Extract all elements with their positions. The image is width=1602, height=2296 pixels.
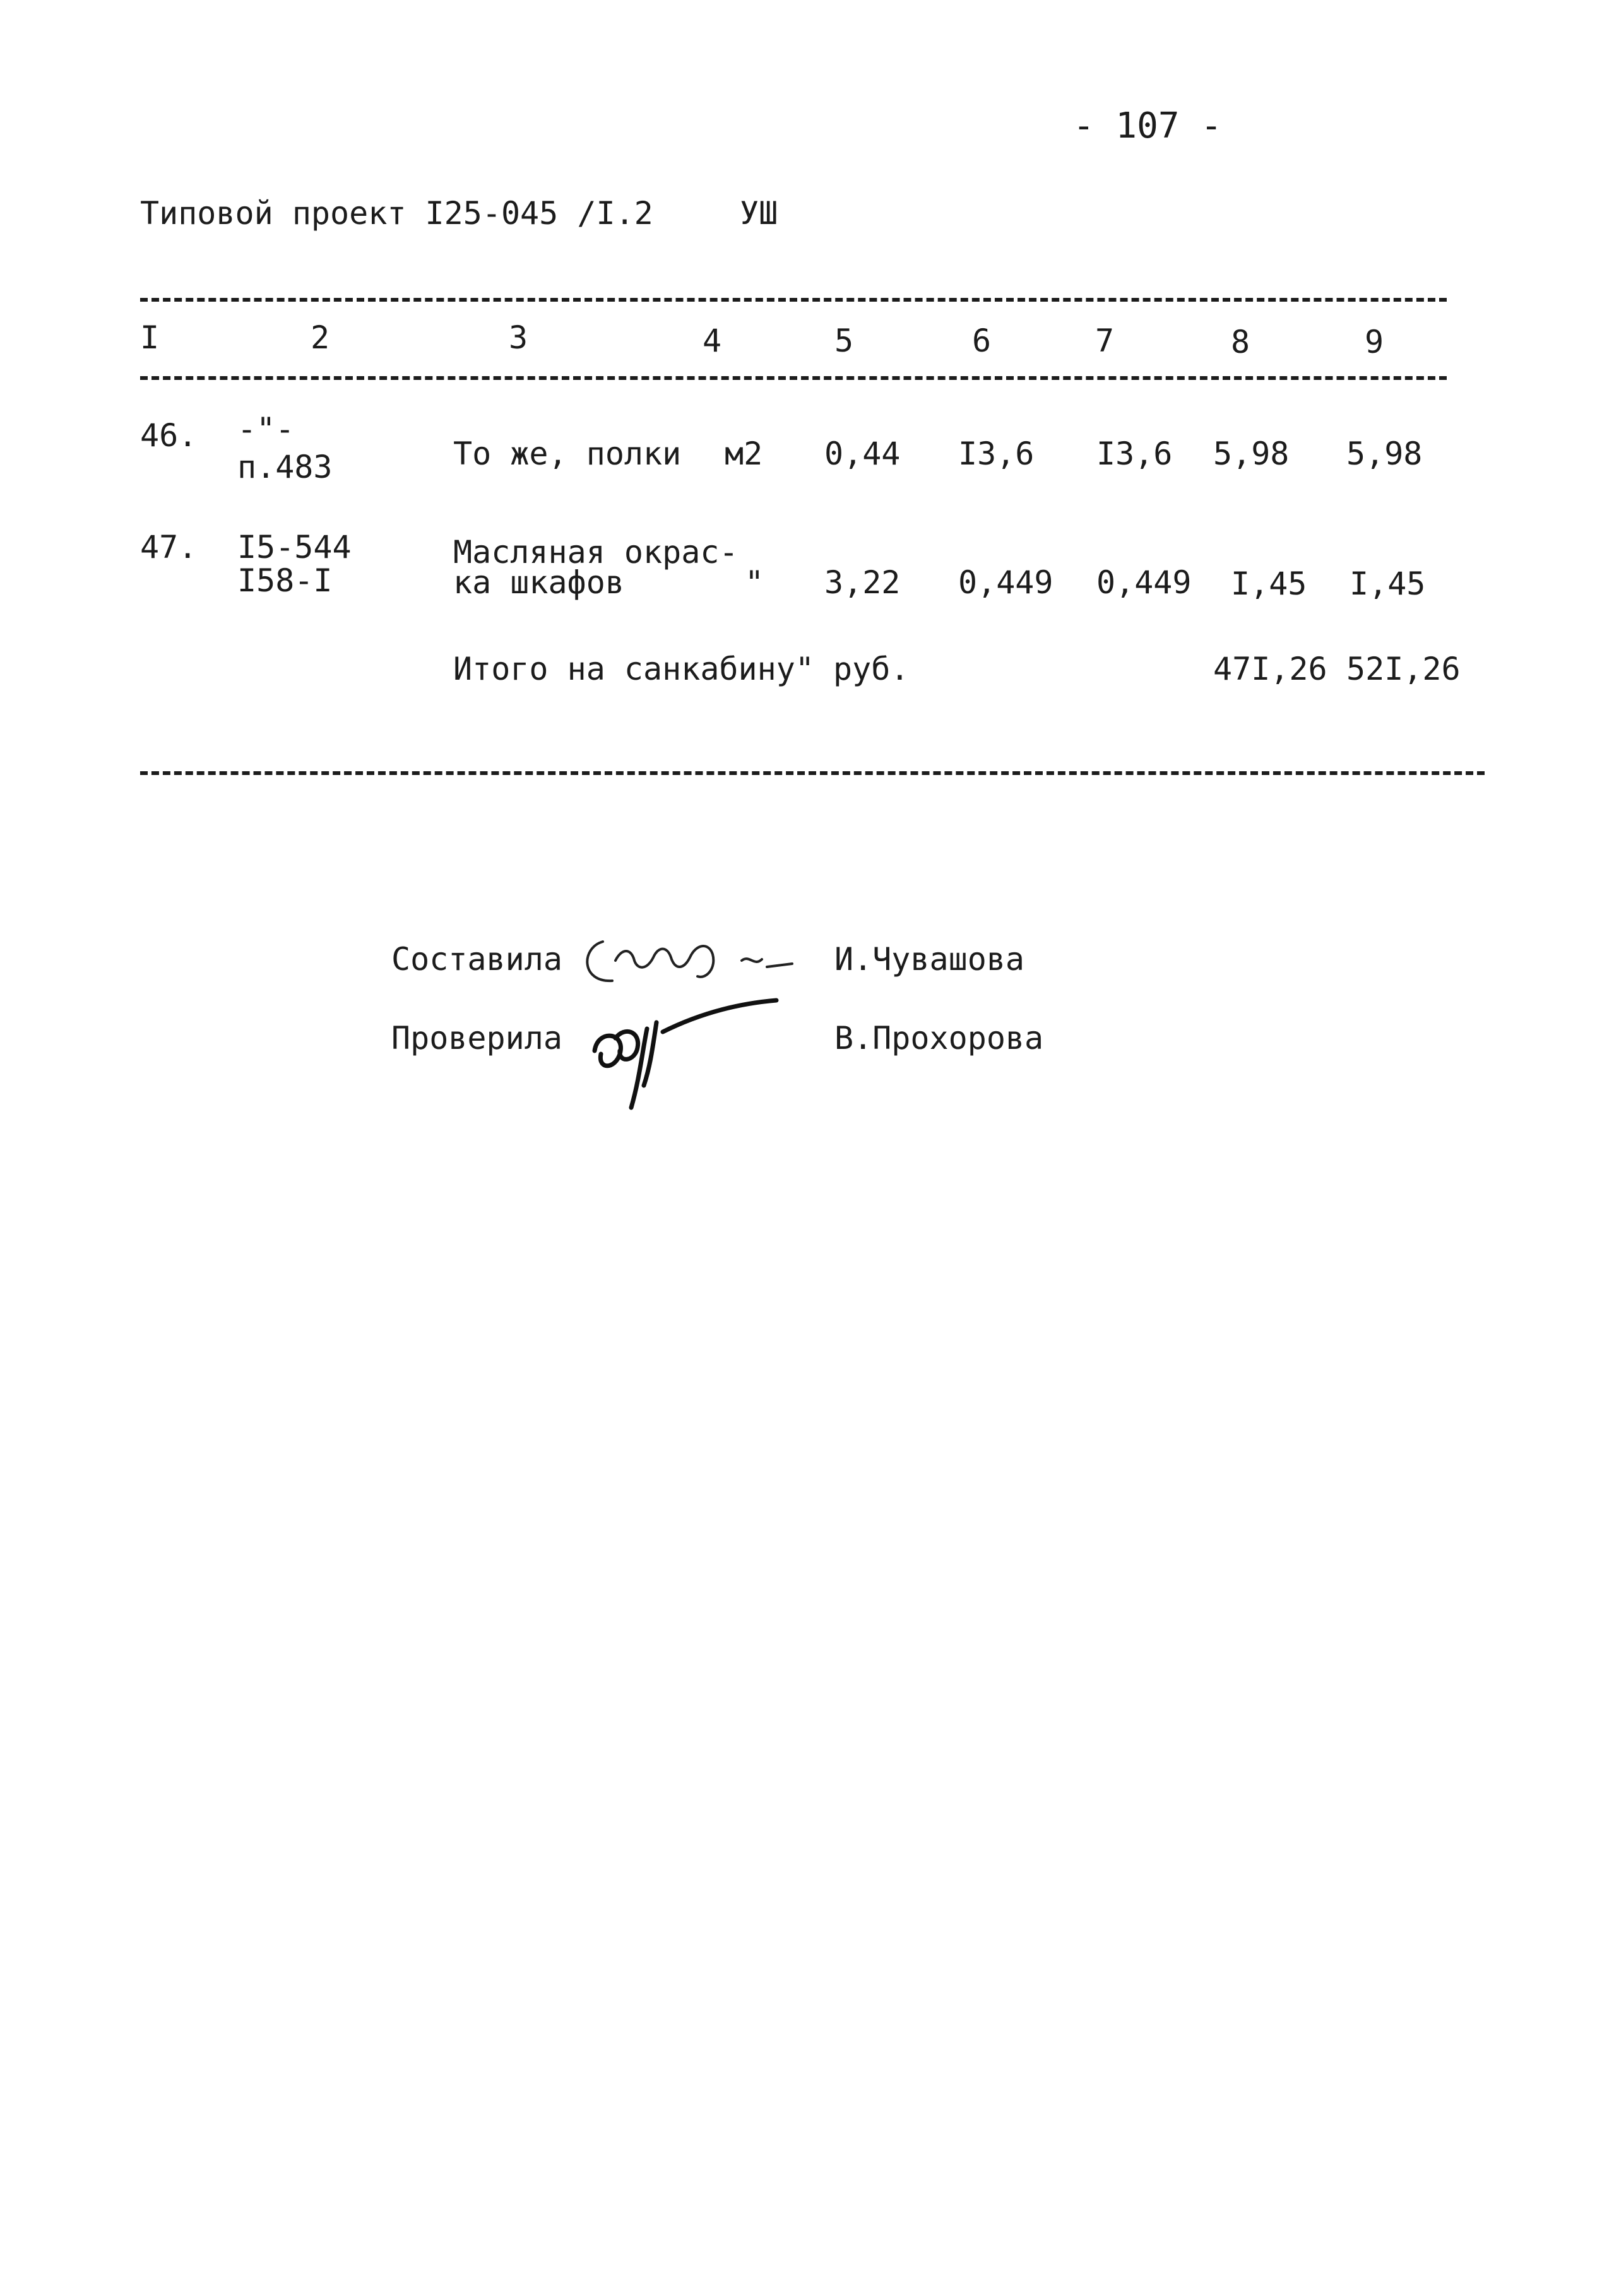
row-code: I5-544 (237, 529, 352, 565)
project-title: Типовой проект I25-045 /I.2 (140, 195, 653, 232)
column-header: 8 (1231, 324, 1250, 360)
total-label: Итого на санкабину" руб. (453, 651, 910, 687)
row-code: -"- (237, 411, 295, 447)
row-code: п.483 (237, 449, 333, 485)
row-unit: м2 (725, 435, 763, 472)
row-name: Масляная окрас- (453, 534, 739, 571)
total-col8: 47I,26 (1213, 651, 1327, 687)
row-code: I58-I (237, 562, 333, 599)
divider-header (140, 376, 1447, 380)
row-col9: I,45 (1350, 565, 1426, 602)
signature-role: Составила (391, 941, 562, 978)
column-header: 9 (1365, 324, 1384, 360)
column-header: 4 (703, 323, 722, 359)
column-header: 7 (1095, 323, 1115, 359)
row-number: 46. (140, 417, 198, 454)
row-unit: " (745, 564, 764, 601)
column-header: 3 (509, 319, 528, 356)
handwritten-signature (587, 994, 789, 1111)
row-col9: 5,98 (1346, 435, 1423, 472)
row-col6: 0,449 (958, 564, 1053, 601)
column-header: 6 (972, 323, 992, 359)
page-number: - 107 - (1073, 105, 1223, 146)
row-col7: I3,6 (1096, 435, 1173, 472)
row-col7: 0,449 (1096, 564, 1192, 601)
signature-role: Проверила (391, 1020, 562, 1056)
divider-top (140, 298, 1447, 302)
row-name: То же, полки (453, 435, 682, 472)
divider-bottom (140, 771, 1485, 775)
row-col5: 0,44 (824, 435, 901, 472)
column-header: I (140, 319, 160, 356)
row-name: ка шкафов (453, 564, 624, 601)
row-col8: I,45 (1231, 565, 1307, 602)
column-header: 2 (311, 319, 330, 356)
handwritten-signature (578, 923, 805, 992)
row-number: 47. (140, 529, 198, 565)
total-col9: 52I,26 (1346, 651, 1461, 687)
signatory-name: В.Прохорова (834, 1020, 1044, 1056)
section-label: УШ (740, 195, 778, 232)
row-col6: I3,6 (958, 435, 1035, 472)
signatory-name: И.Чувашова (834, 941, 1025, 978)
row-col5: 3,22 (824, 564, 901, 601)
column-header: 5 (834, 323, 854, 359)
row-col8: 5,98 (1213, 435, 1290, 472)
